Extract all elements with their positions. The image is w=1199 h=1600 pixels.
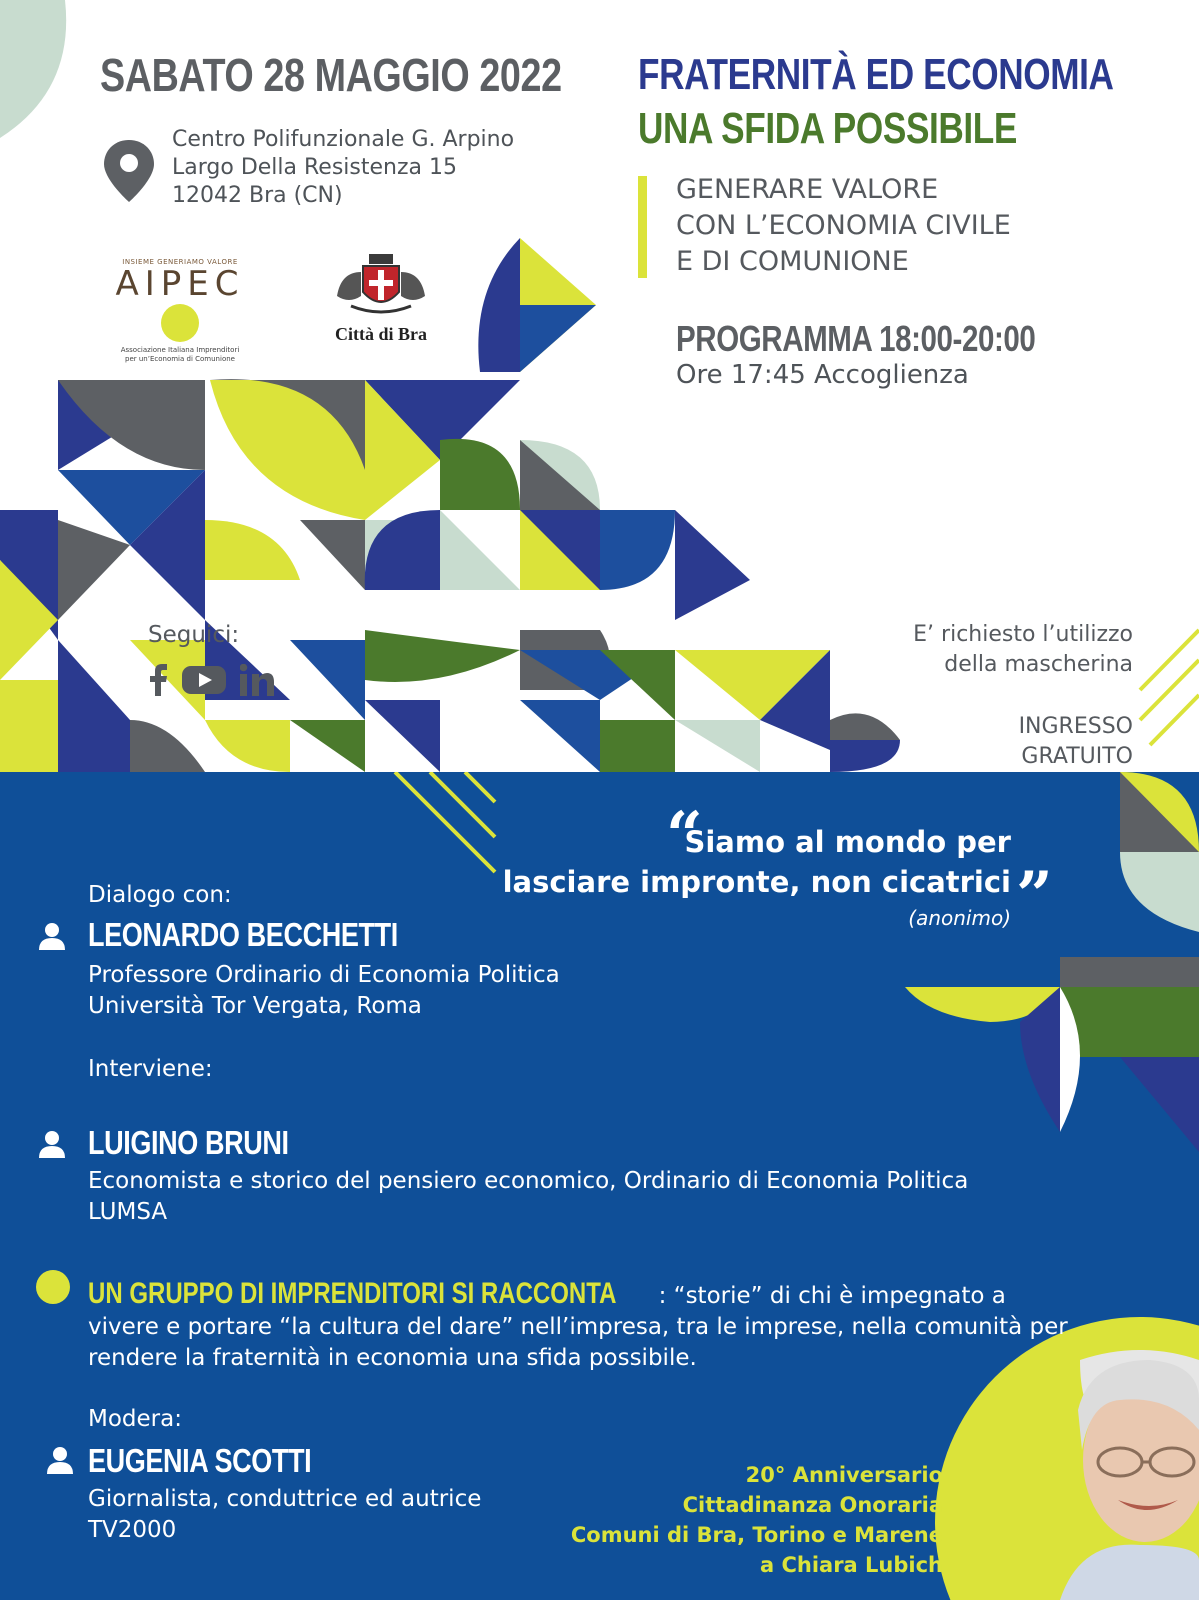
aipec-desc-line: per un’Economia di Comunione [125,355,235,363]
aipec-dot-icon [161,304,199,342]
mask-line: E’ richiesto l’utilizzo [913,622,1133,647]
person-icon [38,922,66,950]
venue-line: Centro Polifunzionale G. Arpino [172,127,515,152]
free-entry-notice [1019,712,1133,772]
mask-notice [913,620,1133,680]
quote-line: Siamo al mondo per [684,825,1011,859]
speaker-desc-line: Università Tor Vergata, Roma [88,993,422,1019]
subtitle-line: E DI COMUNIONE [676,246,909,277]
venue-line: Largo Della Resistenza 15 [172,155,457,180]
intervene-label: Interviene: [88,1056,213,1082]
facebook-icon[interactable] [148,664,168,696]
quote-line: lasciare impronte, non cicatrici [502,865,1011,899]
city-name: Città di Bra [335,324,427,344]
anniversary-line: 20° Anniversario [745,1463,943,1487]
entrepreneurs-group [88,1278,1068,1374]
aipec-logo [100,258,260,364]
aipec-desc [100,346,260,364]
speaker-desc-line: Economista e storico del pensiero economico, Ordinario di Economia Politica [88,1168,969,1194]
moderator-label: Modera: [88,1406,182,1432]
speaker-name: LUIGINO BRUNI [88,1124,289,1161]
close-quote-icon: ” [1016,858,1053,933]
anniversary-line: Comuni di Bra, Torino e Marene [570,1523,943,1547]
mask-line: della mascherina [944,652,1133,677]
moderator-description [88,1484,481,1546]
event-title-line1: FRATERNITÀ ED ECONOMIA [638,50,1114,99]
bullet-dot-icon [36,1270,70,1304]
program-heading: PROGRAMMA 18:00-20:00 [676,318,1036,359]
group-heading: UN GRUPPO DI IMPRENDITORI SI RACCONTA [88,1277,617,1310]
social-links [148,664,274,696]
city-coat-of-arms-icon [331,252,431,320]
moderator-name: EUGENIA SCOTTI [88,1442,312,1479]
subtitle-line: GENERARE VALORE [676,174,939,205]
speaker-description [88,1166,968,1228]
anniversary-text [571,1460,943,1580]
anniversary-line: a Chiara Lubich [759,1553,943,1577]
event-title-line2: UNA SFIDA POSSIBILE [638,104,1017,153]
person-icon [46,1446,74,1474]
entry-line: GRATUITO [1021,744,1133,769]
follow-label: Seguici: [148,622,240,648]
subtitle-line: CON L’ECONOMIA CIVILE [676,210,1011,241]
moderator-desc-line: Giornalista, conduttrice ed autrice [88,1486,482,1512]
youtube-icon[interactable] [182,664,226,696]
open-quote-icon: “ [666,798,703,873]
venue-address [172,126,514,210]
person-icon [38,1130,66,1158]
speaker-description [88,960,560,1022]
event-subtitle [676,172,1011,280]
aipec-tagline: INSIEME GENERIAMO VALORE [122,258,238,266]
moderator-desc-line: TV2000 [88,1517,177,1543]
entry-line: INGRESSO [1018,714,1133,739]
aipec-desc-line: Associazione Italiana Imprenditori [120,346,240,354]
welcome-time: Ore 17:45 Accoglienza [676,360,969,390]
quote-author: (anonimo) [908,906,1011,930]
group-text: : “storie” di chi è impegnato a vivere e portare “la cultura del dare” nell’impresa, tra le imprese, nella comunità per rendere la fraternità in economia una sfida possibile. [88,1283,1068,1371]
subtitle-accent-bar [638,176,647,278]
portrait-photo [1020,1340,1199,1600]
dialog-label: Dialogo con: [88,882,232,908]
citta-di-bra-logo [326,252,436,345]
venue-line: 12042 Bra (CN) [172,183,343,208]
speaker-desc-line: LUMSA [88,1199,168,1225]
location-pin-icon [102,138,156,204]
aipec-name: AIPEC [115,264,245,304]
speaker-name: LEONARDO BECCHETTI [88,916,398,953]
anniversary-line: Cittadinanza Onoraria [682,1493,943,1517]
event-date: SABATO 28 MAGGIO 2022 [100,49,562,101]
linkedin-icon[interactable] [240,664,274,696]
quote-text [503,822,1011,902]
speaker-desc-line: Professore Ordinario di Economia Politica [88,962,560,988]
